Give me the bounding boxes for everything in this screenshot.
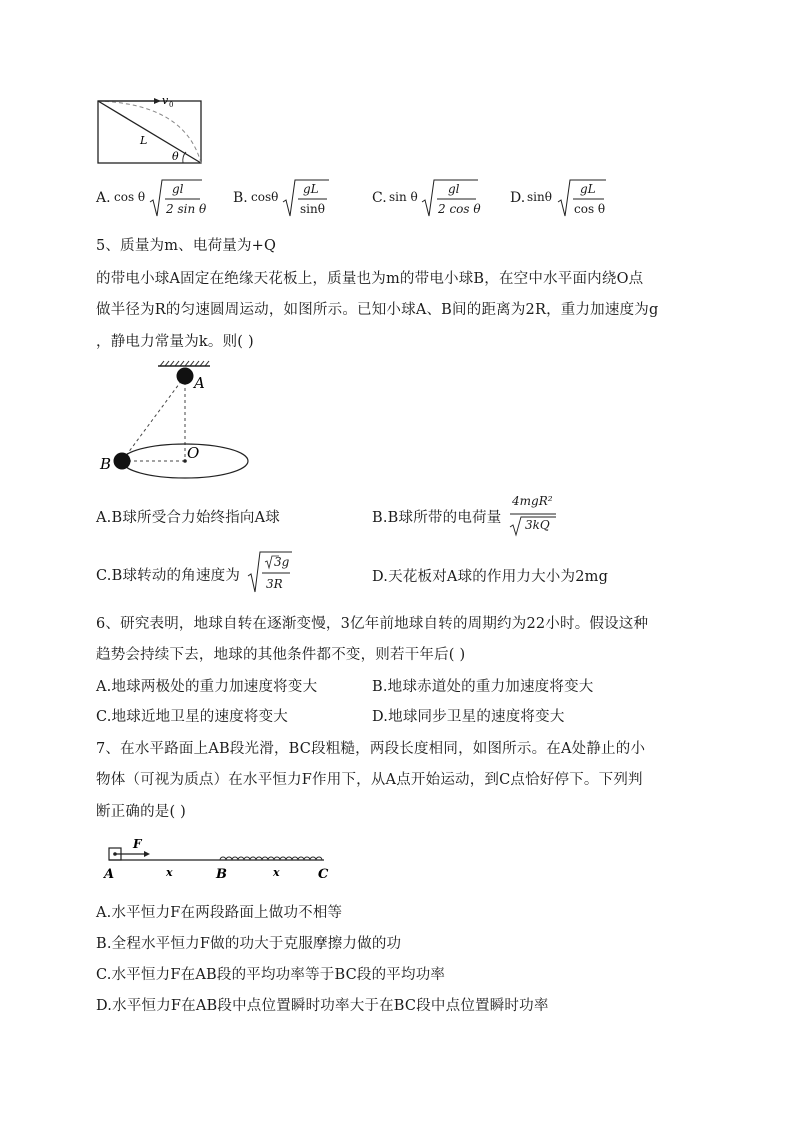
fraction-numerator: gl xyxy=(172,182,184,196)
q4-figure xyxy=(90,92,220,167)
center-o-label: O xyxy=(187,444,200,462)
ball-b-label: B xyxy=(100,455,112,473)
q6-option-d[interactable]: D.地球同步卫星的速度将变大 xyxy=(372,709,565,725)
q5-option-a[interactable]: A.B球所受合力始终指向A球 xyxy=(96,510,281,526)
fraction-denominator: 2 sin θ xyxy=(166,202,207,216)
option-letter: A. xyxy=(96,190,111,206)
q7-option-b[interactable]: B.全程水平恒力F做的功大于克服摩擦力做的功 xyxy=(96,936,402,952)
q5-stem-line-2: 的带电小球A固定在绝缘天花板上，质量也为m的带电小球B，在空中水平面内绕O点 xyxy=(96,271,644,287)
ball-a xyxy=(177,368,194,385)
v0-label: v xyxy=(162,94,169,107)
fraction-numerator: gL xyxy=(580,182,596,196)
point-b-label: B xyxy=(216,867,227,882)
q5-stem-line-1: 5、质量为m、电荷量为+Q xyxy=(96,238,277,254)
trig-factor: sinθ xyxy=(527,190,552,204)
option-letter: D. xyxy=(510,190,526,206)
trig-factor: cosθ xyxy=(251,190,279,204)
fraction-numerator: gl xyxy=(448,182,460,196)
fraction-denominator: 2 cos θ xyxy=(438,202,481,216)
q7-stem-line-1: 7、在水平路面上AB段光滑，BC段粗糙，两段长度相同，如图所示。在A处静止的小 xyxy=(96,741,646,757)
q7-stem-line-2: 物体（可视为质点）在水平恒力F作用下，从A点开始运动，到C点恰好停下。下列判 xyxy=(96,772,643,788)
theta-label: θ xyxy=(172,150,179,163)
q7-stem-line-3: 断正确的是( ) xyxy=(96,804,187,820)
L-label: L xyxy=(140,134,148,147)
distance-x1-label: x xyxy=(166,866,173,879)
option-letter: C. xyxy=(372,190,387,206)
q7-option-a[interactable]: A.水平恒力F在两段路面上做功不相等 xyxy=(96,905,343,921)
q5-stem-line-4: ，静电力常量为k。则( ) xyxy=(96,334,254,350)
q7-option-c[interactable]: C.水平恒力F在AB段的平均功率等于BC段的平均功率 xyxy=(96,967,446,983)
q5-option-d[interactable]: D.天花板对A球的作用力大小为2mg xyxy=(372,569,609,585)
fraction-denominator: sinθ xyxy=(300,202,325,216)
fraction-denominator: 3R xyxy=(266,577,283,591)
option-text: C.B球转动的角速度为 xyxy=(96,568,241,584)
force-f-label: F xyxy=(133,837,142,851)
distance-x2-label: x xyxy=(273,866,280,879)
fraction-denominator: cos θ xyxy=(574,202,606,216)
q6-option-c[interactable]: C.地球近地卫星的速度将变大 xyxy=(96,709,288,725)
ball-a-label: A xyxy=(194,374,205,392)
q6-option-a[interactable]: A.地球两极处的重力加速度将变大 xyxy=(96,679,318,695)
point-c-label: C xyxy=(318,867,329,882)
fraction-numerator: gL xyxy=(303,182,319,196)
trig-factor: sin θ xyxy=(389,190,418,204)
q5-figure xyxy=(96,360,256,480)
q7-option-d[interactable]: D.水平恒力F在AB段中点位置瞬时功率大于在BC段中点位置瞬时功率 xyxy=(96,998,549,1014)
option-letter: B. xyxy=(233,190,248,206)
v0-subscript: 0 xyxy=(169,101,174,109)
q6-stem-line-2: 趋势会持续下去，地球的其他条件都不变，则若干年后( ) xyxy=(96,647,466,663)
option-text: B.B球所带的电荷量 xyxy=(372,510,502,526)
q5-option-c[interactable] xyxy=(96,550,316,596)
ball-b xyxy=(114,453,131,470)
q7-figure xyxy=(100,834,335,882)
fraction-numerator: 4mgR² xyxy=(512,494,553,508)
fraction-denominator: 3kQ xyxy=(525,518,550,532)
q5-option-b[interactable] xyxy=(372,494,572,538)
trig-factor: cos θ xyxy=(114,190,146,204)
q5-stem-line-3: 做半径为R的匀速圆周运动，如图所示。已知小球A、B间的距离为2R，重力加速度为g xyxy=(96,302,659,318)
q6-option-b[interactable]: B.地球赤道处的重力加速度将变大 xyxy=(372,679,594,695)
fraction-numerator: 3g xyxy=(274,555,290,569)
point-a-label: A xyxy=(104,867,115,882)
q6-stem-line-1: 6、研究表明，地球自转在逐渐变慢，3亿年前地球自转的周期约为22小时。假设这种 xyxy=(96,616,649,632)
